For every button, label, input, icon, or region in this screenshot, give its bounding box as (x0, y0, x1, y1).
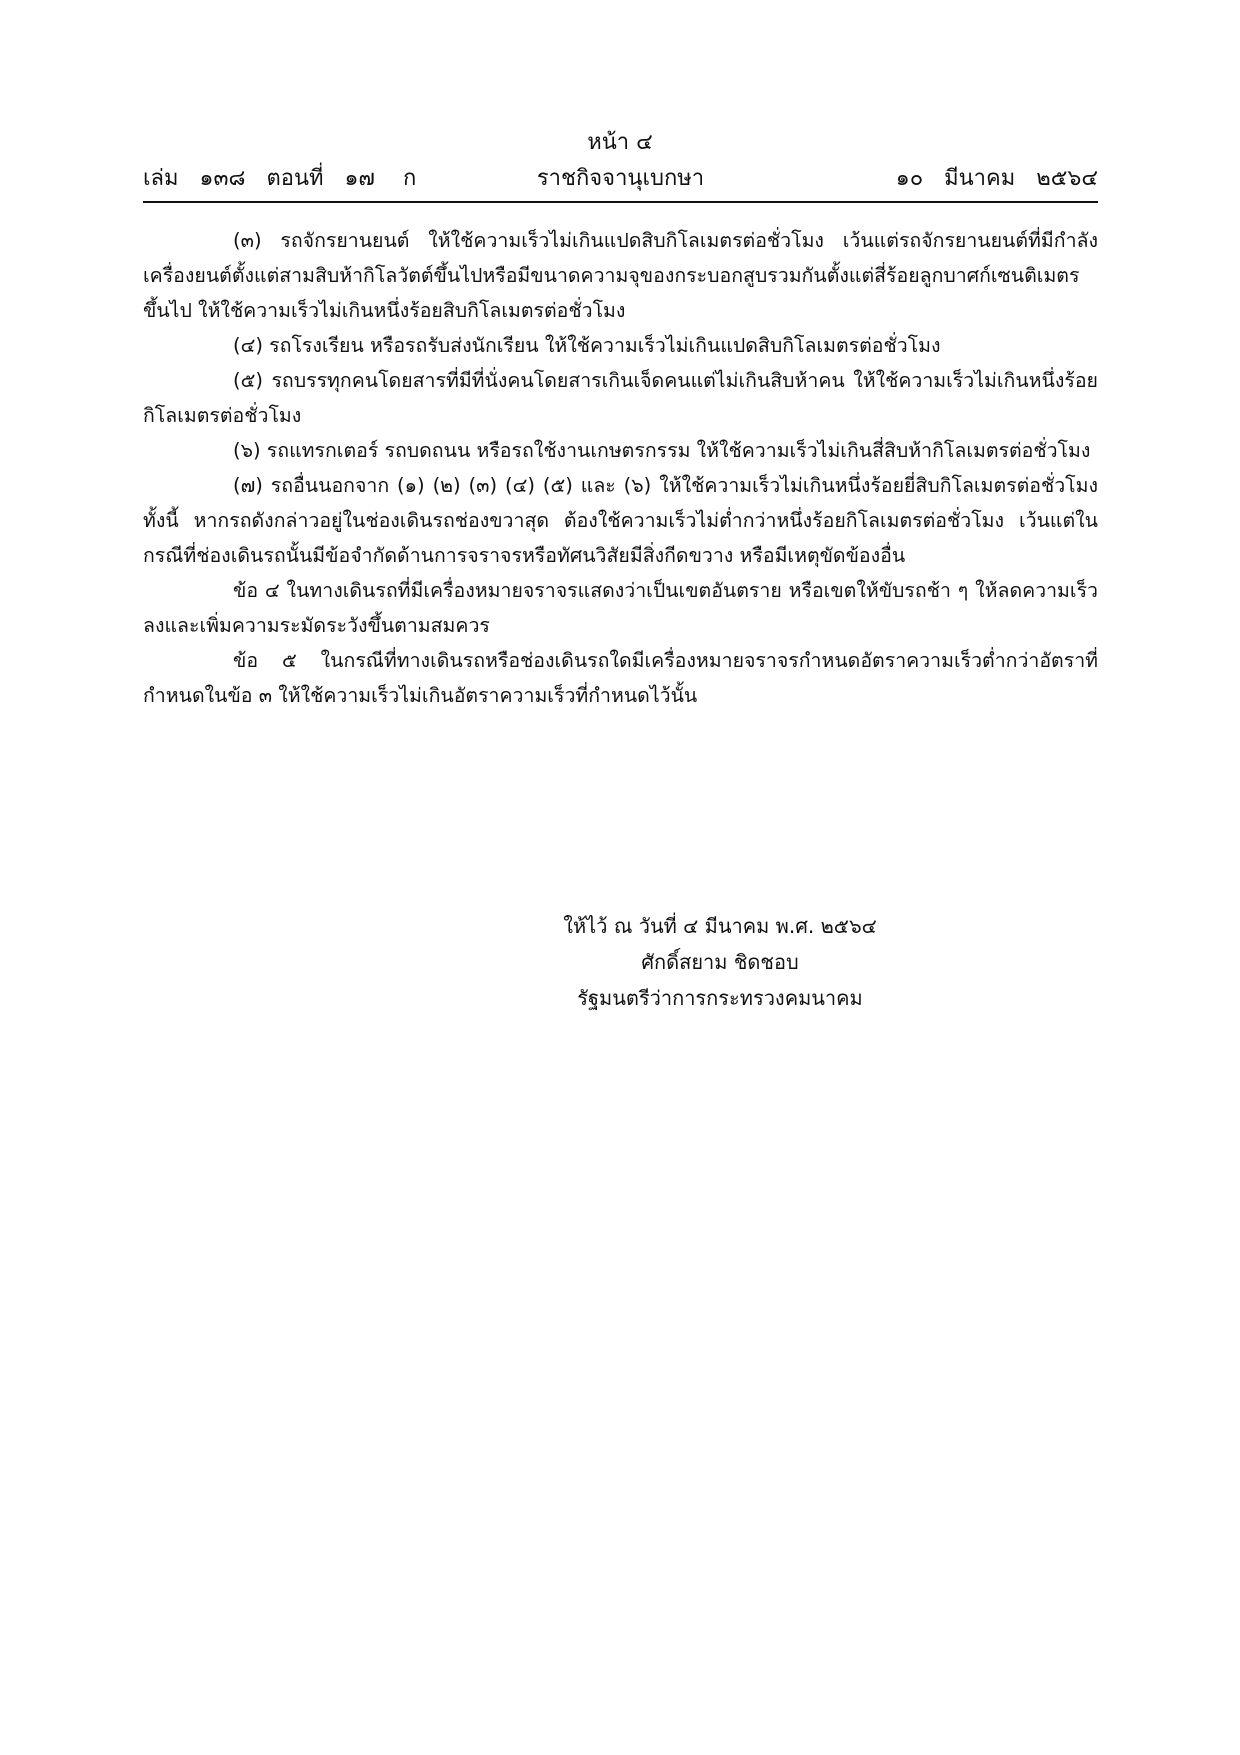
signatory-name: ศักดิ์สยาม ชิดชอบ (641, 950, 799, 974)
document-body (143, 223, 1098, 713)
paragraph-item-6: (๖) รถแทรกเตอร์ รถบดถนน หรือรถใช้งานเกษตรกรรม ให้ใช้ความเร็วไม่เกินสี่สิบห้ากิโลเมตรต่อชั่วโมง (233, 439, 1091, 462)
volume-issue: เล่ม ๑๓๘ ตอนที่ ๑๗ ก (143, 166, 417, 191)
gazette-header (143, 164, 1098, 196)
page-number: หน้า ๔ (587, 130, 653, 155)
paragraph-item-7: (๗) รถอื่นนอกจาก (๑) (๒) (๓) (๔) (๕) และ (๖) ให้ใช้ความเร็วไม่เกินหนึ่งร้อยยี่สิบกิโลเมตรต่อชั่วโมง ทั้งนี้ หากรถดังกล่าวอยู่ในช่องเดินรถช่องขวาสุด ต้องใช้ความเร็วไม่ต่ำกว่าหนึ่งร้อยกิโลเมตรต่อชั่วโมง เว้นแต่ในกรณีที่ช่องเดินรถนั้นมีข้อจำกัดด้านการจราจรหรือทัศนวิสัยมีสิ่งกีดขวาง หรือมีเหตุขัดข้องอื่น (143, 474, 1098, 567)
paragraph-item-4: (๔) รถโรงเรียน หรือรถรับส่งนักเรียน ให้ใช้ความเร็วไม่เกินแปดสิบกิโลเมตรต่อชั่วโมง (233, 334, 941, 357)
gazette-title: ราชกิจจานุเบกษา (536, 166, 705, 191)
paragraph-item-5: (๕) รถบรรทุกคนโดยสารที่มีที่นั่งคนโดยสารเกินเจ็ดคนแต่ไม่เกินสิบห้าคน ให้ใช้ความเร็วไม่เกินหนึ่งร้อยกิโลเมตรต่อชั่วโมง (143, 369, 1098, 427)
paragraph-clause-4: ข้อ ๔ ในทางเดินรถที่มีเครื่องหมายจราจรแสดงว่าเป็นเขตอันตราย หรือเขตให้ขับรถช้า ๆ ให้ลดความเร็วลงและเพิ่มความระมัดระวังขึ้นตามสมควร (143, 579, 1098, 637)
signatory-position: รัฐมนตรีว่าการกระทรวงคมนาคม (577, 986, 863, 1010)
paragraph-item-3: (๓) รถจักรยานยนต์ ให้ใช้ความเร็วไม่เกินแปดสิบกิโลเมตรต่อชั่วโมง เว้นแต่รถจักรยานยนต์ที่มีกำลังเครื่องยนต์ตั้งแต่สามสิบห้ากิโลวัตต์ขึ้นไปหรือมีขนาดความจุของกระบอกสูบรวมกันตั้งแต่สี่ร้อยลูกบาศก์เซนติเมตรขึ้นไป ให้ใช้ความเร็วไม่เกินหนึ่งร้อยสิบกิโลเมตรต่อชั่วโมง (143, 229, 1098, 322)
signature-date: ให้ไว้ ณ วันที่ ๔ มีนาคม พ.ศ. ๒๕๖๔ (563, 914, 877, 938)
header-divider (143, 201, 1098, 203)
publication-date: ๑๐ มีนาคม ๒๕๖๔ (895, 166, 1098, 191)
paragraph-clause-5: ข้อ ๕ ในกรณีที่ทางเดินรถหรือช่องเดินรถใดมีเครื่องหมายจราจรกำหนดอัตราความเร็วต่ำกว่าอัตราที่กำหนดในข้อ ๓ ให้ใช้ความเร็วไม่เกินอัตราความเร็วที่กำหนดไว้นั้น (143, 649, 1098, 707)
signature-block (440, 908, 1000, 1016)
